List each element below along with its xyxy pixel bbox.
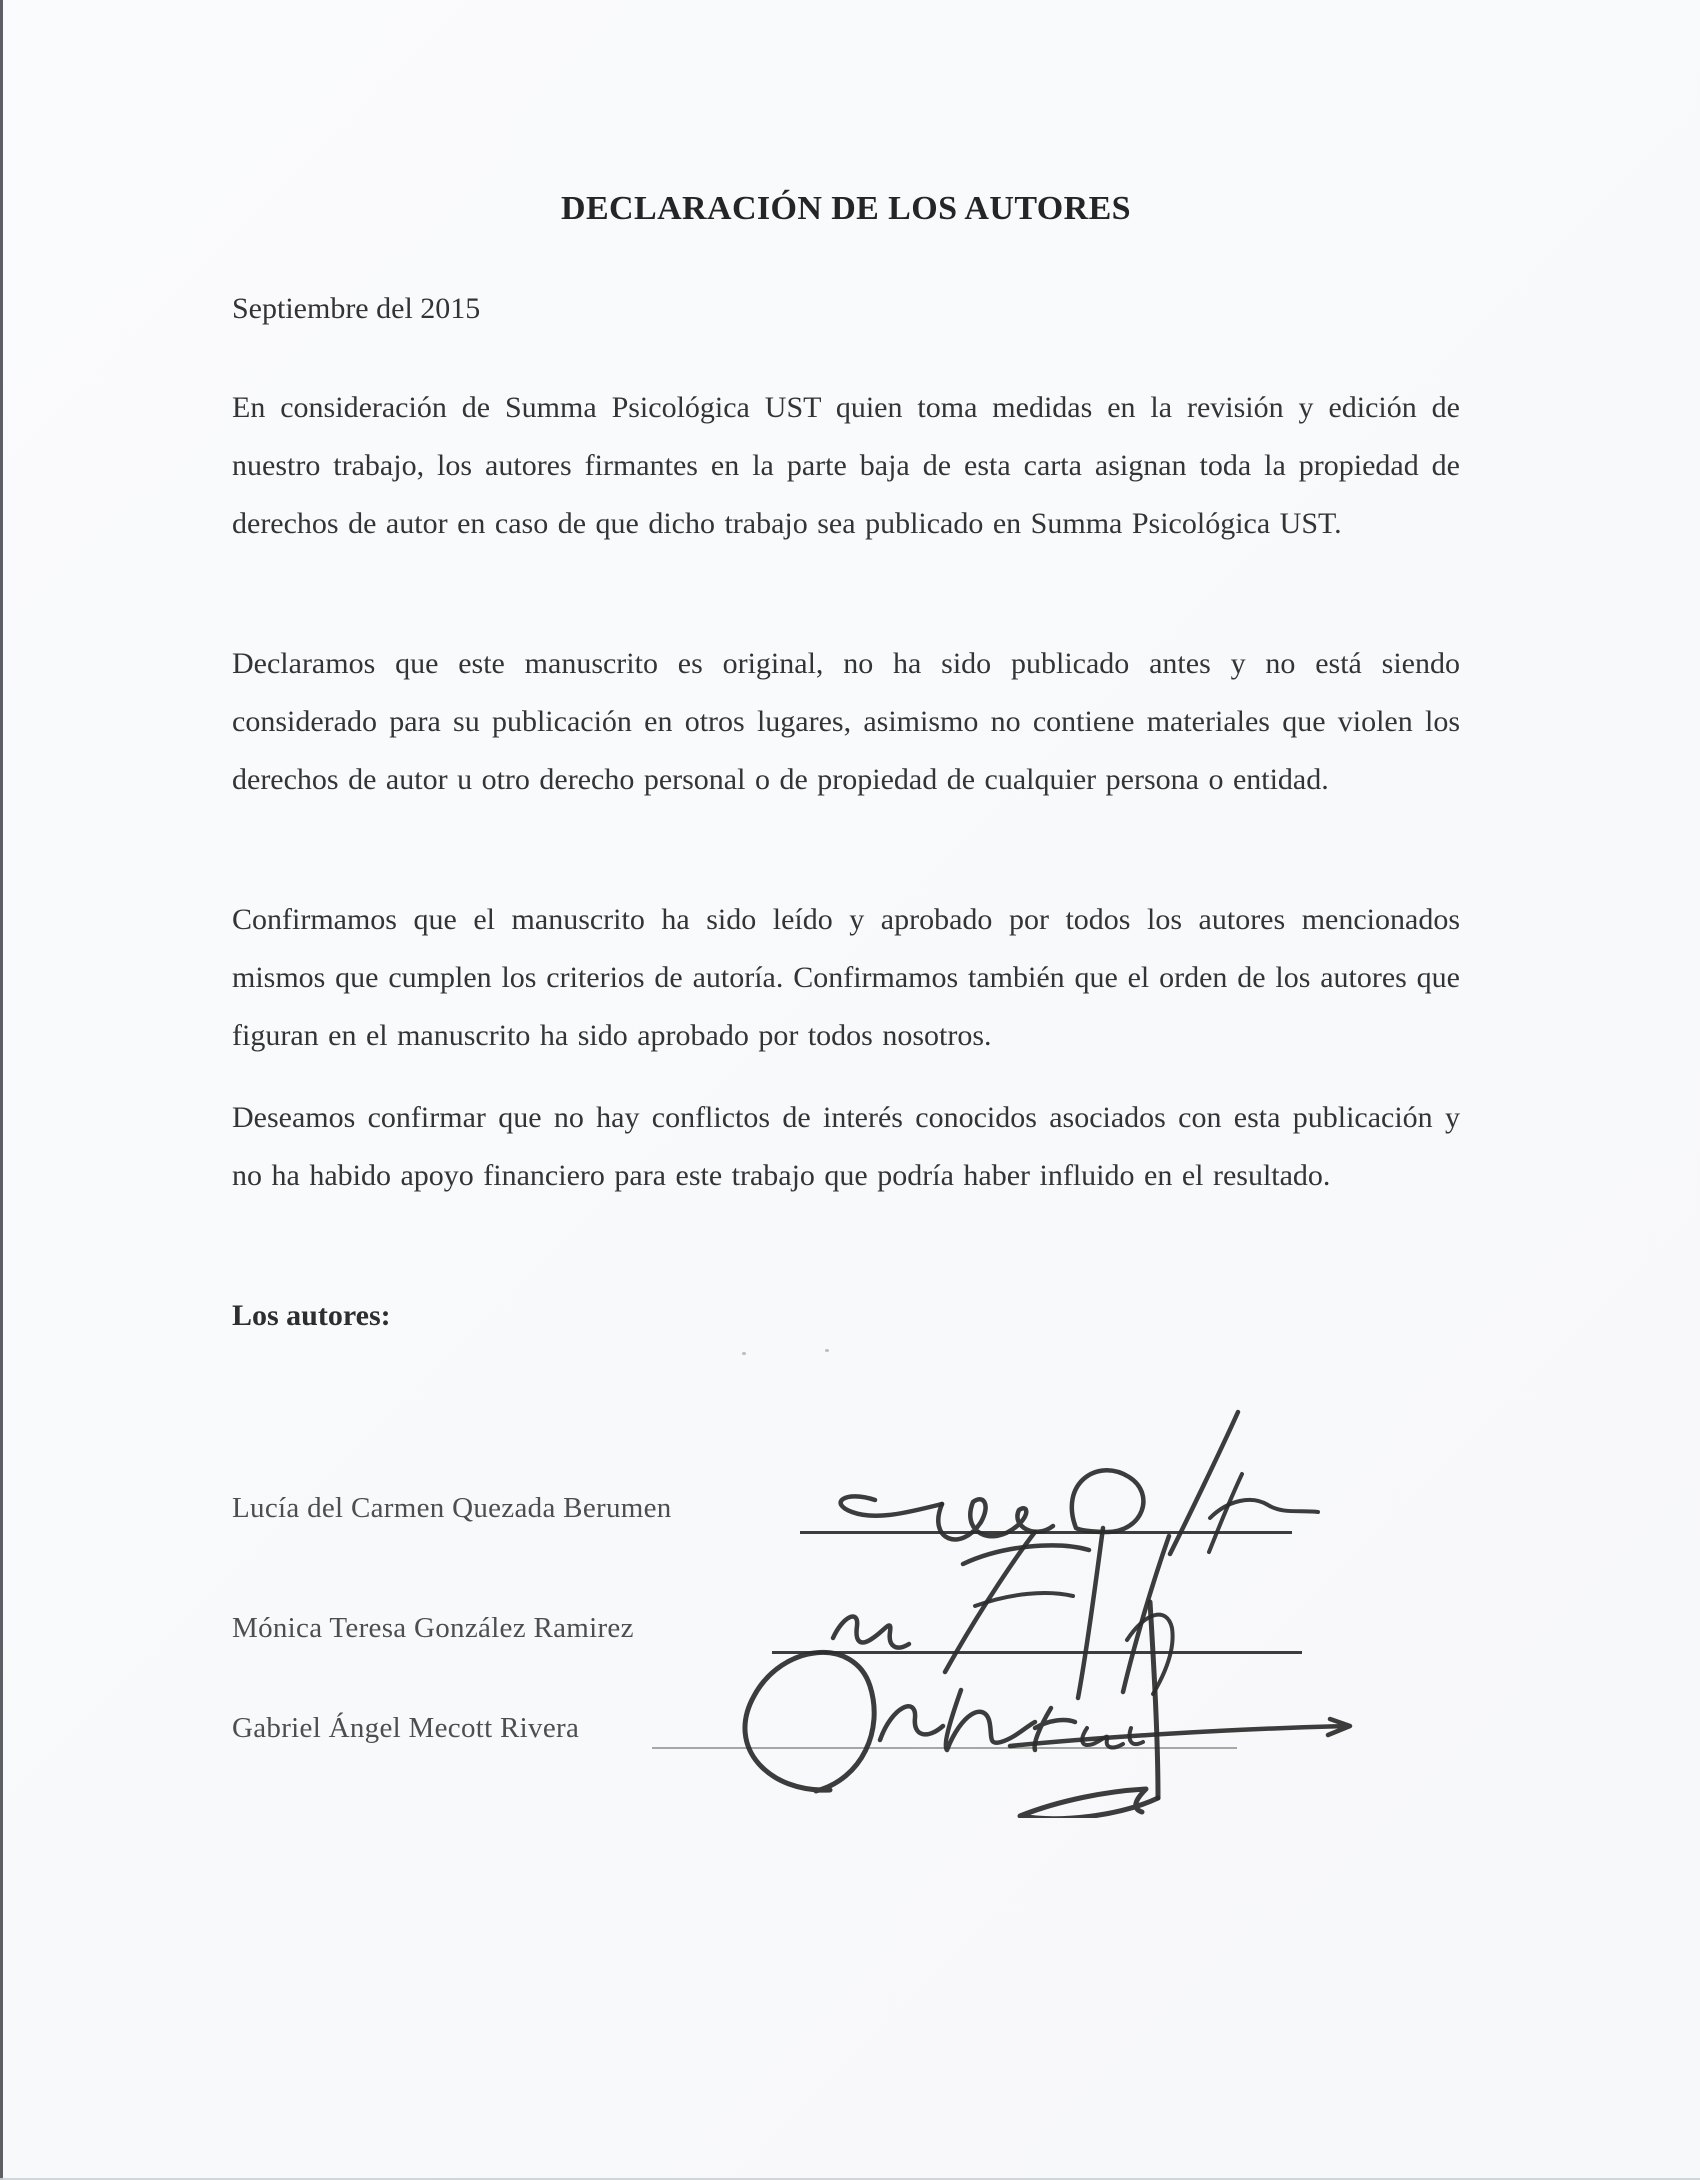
paragraph-copyright-assignment: En consideración de Summa Psicológica UST quien toma medidas en la revisión y edición de nuestro trabajo, los autores firmantes en la parte baja de esta carta asignan toda la propiedad de derechos de autor en caso de que dicho trabajo sea publicado en Summa Psicológica UST. [232,391,1460,540]
paragraph-originality: Declaramos que este manuscrito es original, no ha sido publicado antes y no está siendo considerado para su publicación en otros lugares, asimismo no contiene materiales que violen los derechos de autor u otro derecho personal o de propiedad de cualquier persona o entidad. [232,647,1460,796]
scan-speck [825,1349,829,1352]
scan-speck [742,1352,746,1355]
paragraph-authorship-approval: Confirmamos que el manuscrito ha sido leído y aprobado por todos los autores mencionados mismos que cumplen los criterios de autoría. Confirmamos también que el orden de los autores que figuran en el manuscrito ha sido aprobado por todos nosotros. [232,903,1460,1052]
scan-edge-artifact [0,0,3,2180]
authors-heading: Los autores: [232,1299,391,1332]
author-name-3: Gabriel Ángel Mecott Rivera [232,1712,580,1744]
date-line: Septiembre del 2015 [232,292,481,325]
author-name-2: Mónica Teresa González Ramirez [232,1612,634,1644]
paragraph-conflict-of-interest: Deseamos confirmar que no hay conflictos de interés conocidos asociados con esta publicación y no ha habido apoyo financiero para este trabajo que podría haber influido en el resultado. [232,1101,1460,1192]
document-title: DECLARACIÓN DE LOS AUTORES [561,190,1131,227]
signature-author-3 [630,1578,1370,1818]
author-name-1: Lucía del Carmen Quezada Berumen [232,1492,672,1524]
